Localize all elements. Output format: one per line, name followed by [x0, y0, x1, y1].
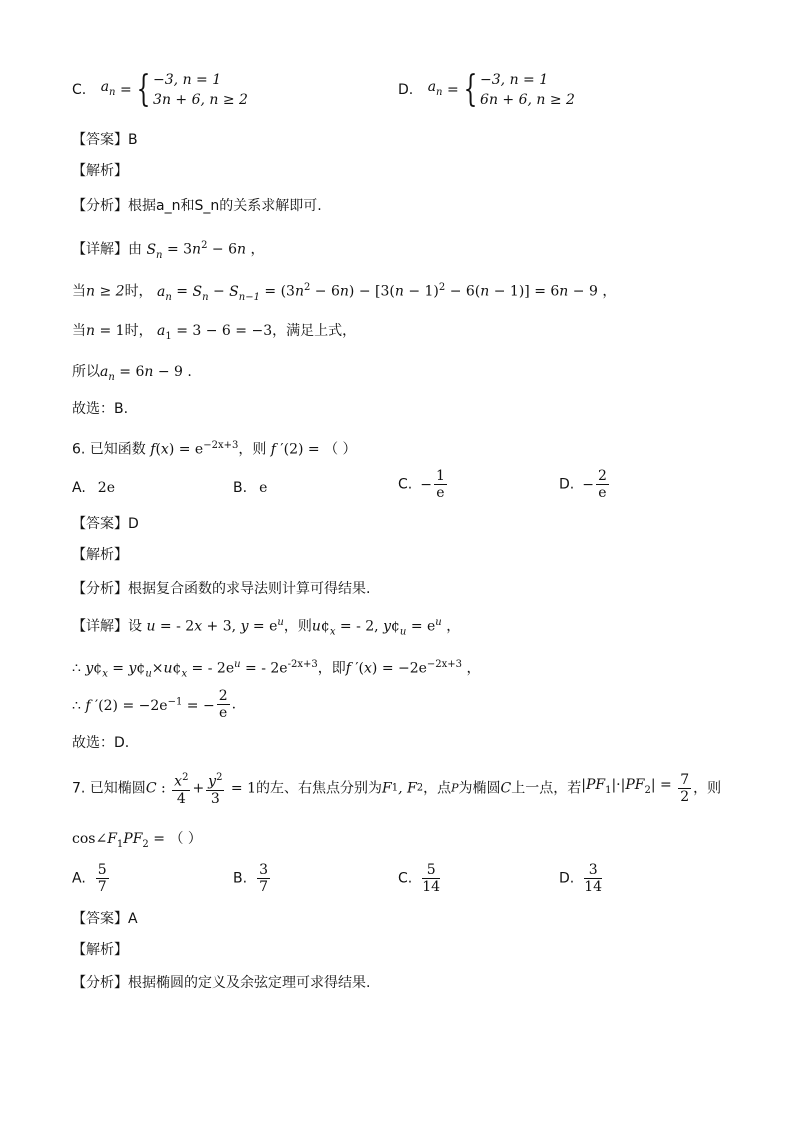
q6-options — [0, 468, 794, 512]
step-mid: 时， — [124, 283, 153, 300]
q7-jiexi — [72, 940, 794, 960]
q6-step1: ∴ $y¢_x$ = $y¢_u\times u¢_x$ = - $2e^u$ = - $2e^{-2x+3}$，即f $'(x) = -2e^{-2x+3}$ ， — [72, 659, 481, 680]
q6-stem: 6. 已知函数 $f(x) = e^{-2x+3}$，则 f ′(2) = （ ） — [72, 440, 357, 458]
fenxi-text: 根据椭圆的定义及余弦定理可求得结果. — [128, 975, 371, 991]
case-line: 3n + 6, n ≥ 2 — [153, 92, 248, 108]
q7-stem-line1: 7. 已知椭圆C : $\frac{x^2}{4}$ + $\frac{y^2}{3}$ = 1的左、右焦点分别为F1, F2，点P为椭圆C上一点，若$|PF_1|\cdot|PF_2|$ = $\frac{7}{2}$ ，则 — [72, 771, 722, 807]
option-label: D. — [559, 870, 575, 887]
q7-stem-line2: $\cos\angle F_1PF_2$ = （ ） — [72, 831, 202, 850]
step-prefix: 当 — [72, 323, 86, 339]
q6-jiexi — [72, 545, 794, 565]
q5-conclusion: 所以$a_n = 6n - 9$ . — [72, 364, 192, 383]
q5-options-cd — [0, 70, 794, 114]
xiangjie-prefix: 由 — [128, 241, 142, 258]
fenxi-text: 根据复合函数的求导法则计算可得结果. — [128, 581, 371, 597]
option-label: A. — [72, 870, 86, 887]
q5-jiexi — [72, 161, 794, 181]
stem-mid: 上一点，若 — [511, 780, 582, 797]
stem-mid: ，点 — [423, 780, 452, 797]
jiexi-tag: 【解析】 — [72, 163, 128, 179]
step-mid: 时， — [124, 323, 153, 339]
case-line: −3, n = 1 — [153, 72, 222, 88]
q6-option-c: C. − $\frac{1}{e}$ — [398, 468, 445, 501]
xiangjie-mid: ，则 — [283, 618, 312, 635]
answer-value: A — [128, 911, 138, 927]
q6-step2: ∴ f $'(2) = -2e^{-1}$ = − $\frac{2}{e}$ . — [72, 688, 237, 721]
fenxi-tag: 【分析】 — [72, 581, 128, 597]
fenxi-text: 根据a_n和S_n的关系求解即可. — [128, 198, 322, 214]
option-label: C. — [398, 870, 413, 887]
xiangjie-tag: 【详解】 — [72, 618, 128, 635]
xiangjie-tag: 【详解】 — [72, 241, 128, 258]
stem-mid: 的左、右焦点分别为 — [256, 780, 383, 797]
guxuan-text: 故选：D. — [72, 735, 130, 751]
q7-answer — [72, 909, 794, 929]
stem-end: ，则 — [693, 780, 722, 797]
q7-option-c — [398, 862, 442, 895]
case-line: −3, n = 1 — [480, 72, 549, 88]
q6-guxuan — [72, 733, 794, 753]
q6-option-b — [233, 478, 267, 498]
option-label: C. — [72, 82, 87, 98]
q7-option-a — [72, 862, 111, 895]
fraction-numerator: 5 — [97, 862, 107, 878]
question-stem: 7. 已知椭圆 — [72, 780, 146, 797]
answer-value: B — [128, 132, 138, 148]
fraction-denominator: 14 — [422, 879, 441, 895]
fenxi-tag: 【分析】 — [72, 198, 128, 214]
fenxi-tag: 【分析】 — [72, 975, 128, 991]
step-condition: n ≥ 2 — [86, 283, 125, 300]
q5-fenxi — [72, 196, 794, 216]
option-label: D. — [398, 82, 414, 98]
conclusion-prefix: 所以 — [72, 364, 100, 380]
question-stem: 6. 已知函数 — [72, 441, 146, 458]
q5-answer — [72, 130, 794, 150]
option-label: B. — [233, 480, 248, 496]
q7-option-d — [559, 862, 604, 895]
step-prefix: 当 — [72, 283, 86, 300]
stem-mid: 为椭圆 — [458, 780, 501, 797]
jiexi-tag: 【解析】 — [72, 547, 128, 563]
stem-mid: ，则 — [238, 441, 267, 458]
stem-suffix: （ ） — [324, 441, 357, 458]
option-value: e — [259, 480, 268, 496]
q5-xiangjie: 【详解】由 $S_n = 3n^2 - 6n$ ， — [72, 240, 265, 261]
q6-option-a — [72, 478, 115, 498]
fraction-numerator: 3 — [259, 862, 268, 878]
step-mid: ，即 — [317, 660, 346, 677]
xiangjie-prefix: 设 — [128, 618, 142, 635]
option-value: 2e — [97, 480, 115, 496]
q5-step1: 当n ≥ 2时， $a_n = S_n - S_{n-1} = (3n^2 - 6n) - [3(n - 1)^2 - 6(n - 1)] = 6n - 9$ ， — [72, 282, 617, 303]
q6-xiangjie: 【详解】设 u = - 2x + 3, $y = e^u$，则$u¢_x$ = - 2, $y¢_u = e^u$ ， — [72, 617, 461, 638]
jiexi-tag: 【解析】 — [72, 942, 128, 958]
q6-fenxi — [72, 579, 794, 599]
q7-fenxi — [72, 973, 794, 993]
fraction-denominator: 7 — [97, 879, 107, 895]
option-label: B. — [233, 870, 248, 887]
q6-answer — [72, 514, 794, 534]
q7-options — [0, 862, 794, 902]
option-label: C. — [398, 476, 413, 493]
answer-tag: 【答案】 — [72, 516, 128, 532]
option-label: A. — [72, 480, 86, 496]
fraction-numerator: 5 — [422, 862, 440, 879]
q5-guxuan — [72, 399, 794, 419]
fraction-denominator: 7 — [259, 879, 268, 895]
fraction-numerator: 3 — [584, 862, 602, 879]
answer-value: D — [128, 516, 139, 532]
q7-option-b — [233, 862, 272, 895]
guxuan-text: 故选：B. — [72, 401, 129, 417]
q5-step2: 当n = 1时， $a_1 = 3 - 6 = -3$，满足上式， — [72, 323, 357, 342]
stem-suffix: （ ） — [169, 831, 202, 847]
case-line: 6n + 6, n ≥ 2 — [480, 92, 575, 108]
answer-tag: 【答案】 — [72, 911, 128, 927]
fraction-denominator: 14 — [584, 879, 603, 895]
q5-option-c: C. $a_n$ = { −3, n = 1 3n + 6, n ≥ 2 — [72, 69, 248, 110]
option-label: D. — [559, 476, 575, 493]
step-suffix: ，满足上式， — [272, 323, 357, 339]
q6-option-d: D. − $\frac{2}{e}$ — [559, 468, 607, 501]
answer-tag: 【答案】 — [72, 132, 128, 148]
q5-option-d: D. $a_n$ = { −3, n = 1 6n + 6, n ≥ 2 — [398, 69, 575, 110]
